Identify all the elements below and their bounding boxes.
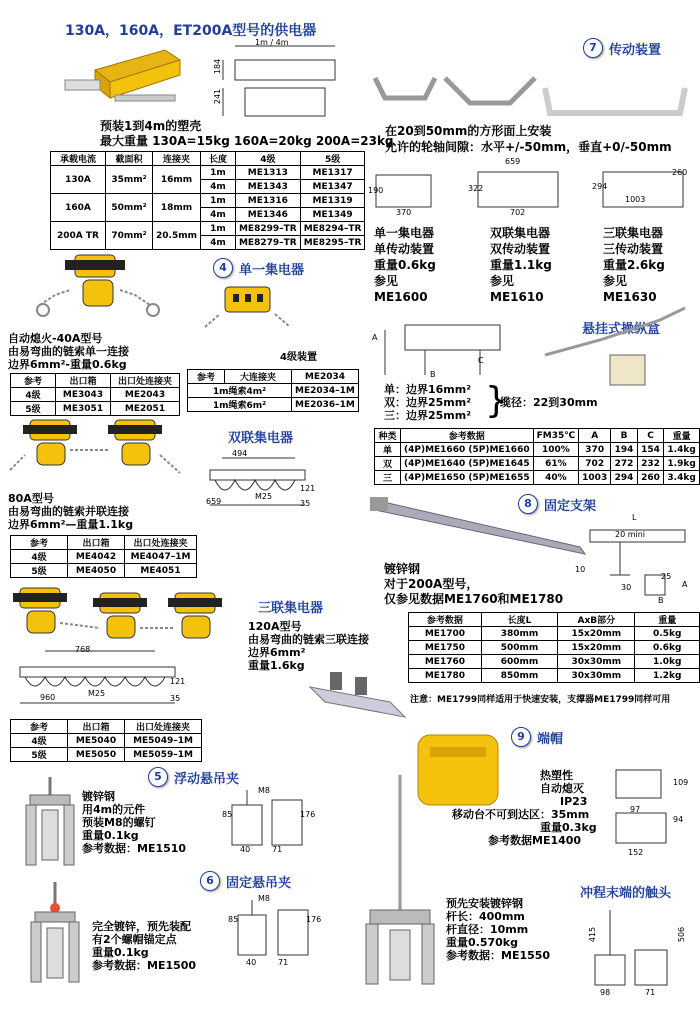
table-header: 承载电流 bbox=[51, 152, 106, 166]
drive-item-1-weight: 重量0.6kg bbox=[374, 258, 436, 272]
sec9-line-4: 移动台不可到达区：35mm bbox=[452, 808, 590, 821]
section-number: 6 bbox=[200, 871, 220, 891]
double-heading: 双联集电器 bbox=[228, 431, 294, 446]
connector-table bbox=[187, 369, 359, 412]
drive-item-2-code: ME1610 bbox=[490, 290, 544, 304]
dim: 71 bbox=[278, 958, 289, 967]
triple-table bbox=[10, 719, 202, 762]
table-header-row: 参考 大连接夹 ME2034 bbox=[188, 370, 359, 384]
border-double: 双：边界25mm² bbox=[384, 396, 472, 409]
single-table bbox=[10, 373, 180, 416]
single-line-1: 自动熄火-40A型号 bbox=[8, 332, 103, 345]
note-weight: 最大重量 130A=15kg 160A=20kg 200A=23kg bbox=[100, 134, 394, 148]
drive-drawings bbox=[368, 160, 690, 220]
table-header-row: 种类 参考数据 FM35℃ A B C 重量 bbox=[375, 429, 700, 443]
section-number: 4 bbox=[213, 258, 233, 278]
section-number: 5 bbox=[148, 767, 168, 787]
dim-B: B bbox=[430, 370, 436, 379]
table-row: 1m绳索4m² ME2034–1M bbox=[188, 384, 359, 398]
sec9-line-6: 参考数据ME1400 bbox=[488, 834, 582, 847]
sec6-line-3: 重量0.1kg bbox=[92, 946, 149, 959]
table-header: 5级 bbox=[300, 152, 365, 166]
section-title: 固定悬吊夹 bbox=[226, 875, 292, 891]
table-row: 4级 ME5040 ME5049–1M bbox=[11, 734, 202, 748]
sec5-line-2: 用4m的元件 bbox=[82, 803, 146, 816]
drive-item-1-type: 单传动装置 bbox=[374, 242, 435, 256]
dim-h1: 35 bbox=[170, 694, 181, 703]
single-line-3: 边界6mm²-重量0.6kg bbox=[8, 358, 127, 371]
end-line-4: 重量0.570kg bbox=[446, 936, 518, 949]
triple-line-3: 边界6mm² bbox=[248, 646, 306, 659]
double-line-3: 边界6mm²—重量1.1kg bbox=[8, 518, 134, 531]
dim-h2: 121 bbox=[170, 677, 186, 686]
drive-item-3-ref: 参见 bbox=[603, 274, 628, 288]
triple-drawing bbox=[15, 645, 185, 715]
dim-A: A bbox=[372, 333, 378, 342]
table-row: 5级 ME3051 ME2051 bbox=[11, 402, 180, 416]
table-row: 130A 35mm² 16mm 1m ME1313 ME1317 bbox=[51, 166, 365, 180]
table-header: 截面积 bbox=[106, 152, 153, 166]
dim-width-2: 960 bbox=[40, 693, 56, 702]
section-number: 7 bbox=[583, 38, 603, 58]
dim: 94 bbox=[673, 815, 684, 824]
section-title: 端帽 bbox=[537, 731, 564, 747]
section-number: 9 bbox=[511, 727, 531, 747]
end-stop-drawing bbox=[580, 905, 690, 1005]
dim: 97 bbox=[630, 805, 641, 814]
end-line-1: 预先安装镀锌钢 bbox=[446, 897, 523, 910]
sec9-line-1: 热塑性 bbox=[540, 769, 573, 782]
dim-width: 768 bbox=[75, 645, 91, 654]
end-line-2: 杆长：400mm bbox=[446, 910, 525, 923]
sec5-line-3: 预装M8的螺钉 bbox=[82, 816, 156, 829]
end-stop-heading: 冲程末端的触头 bbox=[580, 886, 672, 901]
table-row: 4m ME1343 ME1347 bbox=[51, 180, 365, 194]
floating-clamp-image bbox=[20, 775, 80, 870]
table-row: 4m ME8279–TR ME8295–TR bbox=[51, 236, 365, 250]
table-header-row bbox=[51, 152, 365, 166]
note-housing: 预装1到4m的塑壳 bbox=[100, 119, 202, 133]
end-stop-image bbox=[360, 770, 440, 1000]
dim-length: 1m / 4m bbox=[255, 38, 289, 47]
table-header: 连接夹 bbox=[153, 152, 201, 166]
dim: 176 bbox=[300, 810, 316, 819]
table-row: 4级 ME3043 ME2043 bbox=[11, 388, 180, 402]
table-header: 长度 bbox=[200, 152, 235, 166]
table-header-row: 参考 出口箱 出口处连接夹 bbox=[11, 536, 197, 550]
sec6-line-4: 参考数据：ME1500 bbox=[92, 959, 197, 972]
drive-item-2-type: 双传动装置 bbox=[490, 242, 551, 256]
dim: 415 bbox=[588, 926, 598, 943]
dim: 702 bbox=[510, 208, 526, 217]
dim: 71 bbox=[645, 988, 656, 997]
hanging-box-heading: 悬挂式操纵盒 bbox=[582, 322, 661, 337]
feeder-table bbox=[50, 151, 365, 250]
dim: 322 bbox=[468, 184, 484, 193]
fixed-clamp-drawing bbox=[230, 895, 320, 965]
double-table bbox=[10, 535, 197, 578]
dim: 10 bbox=[575, 565, 586, 574]
table-header-row: 参考 出口箱 出口处连接夹 bbox=[11, 374, 180, 388]
table-header: 4级 bbox=[235, 152, 300, 166]
triple-line-4: 重量1.6kg bbox=[248, 659, 305, 672]
table-row: 4m ME1346 ME1349 bbox=[51, 208, 365, 222]
dim-h1: 35 bbox=[300, 499, 311, 508]
floating-clamp-drawing bbox=[222, 785, 312, 855]
brace: } bbox=[485, 380, 508, 421]
dim: B bbox=[658, 596, 664, 605]
fixed-clamp-image bbox=[25, 880, 85, 990]
table-row: 双 (4P)ME1640 (5P)ME1645 61% 702 272 232 1.9kg bbox=[375, 457, 700, 471]
triple-line-2: 由易弯曲的链索三联连接 bbox=[248, 633, 369, 646]
section-title: 传动装置 bbox=[609, 42, 662, 58]
double-line-2: 由易弯曲的链索并联连接 bbox=[8, 505, 129, 518]
dim: 1003 bbox=[625, 195, 646, 204]
dim: 40 bbox=[246, 958, 257, 967]
dim: 109 bbox=[673, 778, 689, 787]
busbar-drawing bbox=[215, 38, 345, 123]
triple-bracket-image bbox=[300, 662, 410, 732]
drive-item-2-name: 双联集电器 bbox=[490, 226, 551, 240]
sec9-line-2: 自动熄灭 bbox=[540, 782, 584, 795]
table-row: 单 (4P)ME1660 (5P)ME1660 100% 370 194 154 1.4kg bbox=[375, 443, 700, 457]
section-number: 8 bbox=[518, 494, 538, 514]
section-title: 固定支架 bbox=[544, 498, 597, 514]
drive-item-1-code: ME1600 bbox=[374, 290, 428, 304]
dim: 176 bbox=[306, 915, 322, 924]
section-9-heading bbox=[511, 727, 563, 747]
drive-item-1-ref: 参见 bbox=[374, 274, 399, 288]
table-row: 5级 ME4050 ME4051 bbox=[11, 564, 197, 578]
drive-item-1-name: 单一集电器 bbox=[374, 226, 435, 240]
bracket-table bbox=[408, 612, 700, 683]
sec9-line-3: IP23 bbox=[560, 795, 588, 808]
bracket-line-3: 仅参见数据ME1760和ME1780 bbox=[384, 592, 564, 606]
dim-C: C bbox=[478, 356, 484, 365]
section-5-heading bbox=[148, 767, 239, 787]
border-single: 单：边界16mm² bbox=[384, 383, 472, 396]
dim: 71 bbox=[272, 845, 283, 854]
device-label: 4级装置 bbox=[280, 352, 317, 363]
dim: 659 bbox=[505, 157, 521, 166]
table-header-row: 参考 出口箱 出口处连接夹 bbox=[11, 720, 202, 734]
dim-h2: 121 bbox=[300, 484, 316, 493]
dim: 20 mini bbox=[615, 530, 646, 539]
dim-width-2: 659 bbox=[206, 497, 222, 506]
busbar-image bbox=[55, 40, 185, 120]
four-pole-device-image bbox=[195, 282, 305, 347]
dim: 506 bbox=[677, 926, 687, 943]
dim: 85 bbox=[222, 810, 233, 819]
hanging-box-drawing bbox=[375, 320, 510, 380]
sec6-line-1: 完全镀锌，预先装配 bbox=[92, 920, 191, 933]
dim: M8 bbox=[258, 894, 270, 903]
dim: M8 bbox=[258, 786, 270, 795]
dim: 370 bbox=[396, 208, 412, 217]
table-row: 5级 ME5050 ME5059–1M bbox=[11, 748, 202, 762]
dim: 152 bbox=[628, 848, 644, 857]
sec5-line-5: 参考数据：ME1510 bbox=[82, 842, 187, 855]
bracket-note: 注意：ME1799同样适用于快速安装，支撑器ME1799同样可用 bbox=[410, 695, 671, 705]
section-title: 浮动悬吊夹 bbox=[174, 771, 240, 787]
dim-width: 494 bbox=[232, 449, 248, 458]
dim: 30 bbox=[621, 583, 632, 592]
dim-m: M25 bbox=[88, 689, 106, 698]
table-row: ME1780 850mm 30x30mm 1.2kg bbox=[409, 669, 700, 683]
bracket-line-2: 对于200A型号， bbox=[384, 577, 479, 591]
bracket-drawing bbox=[575, 515, 690, 600]
section-title: 单一集电器 bbox=[239, 262, 305, 278]
dim: 85 bbox=[228, 915, 239, 924]
sec6-line-2: 有2个螺帽锚定点 bbox=[92, 933, 177, 946]
drive-item-3-name: 三联集电器 bbox=[603, 226, 664, 240]
drive-bars-image bbox=[370, 58, 690, 123]
dim: 25 bbox=[661, 572, 672, 581]
cable-diameter: 缆径：22到30mm bbox=[500, 396, 598, 409]
table-row: 1m绳索6m² ME2036–1M bbox=[188, 398, 359, 412]
table-header-row: 参考数据 长度L AxB部分 重量 bbox=[409, 613, 700, 627]
drive-line-1: 在20到50mm的方形面上安装 bbox=[385, 124, 552, 138]
table-row: 200A TR 70mm² 20.5mm 1m ME8299–TR ME8294–TR bbox=[51, 222, 365, 236]
dim-m: M25 bbox=[255, 492, 273, 501]
bracket-image bbox=[370, 492, 590, 557]
drive-table bbox=[374, 428, 700, 485]
dim: 190 bbox=[368, 186, 384, 195]
dim: A bbox=[682, 580, 688, 589]
page-title: 130A，160A，ET200A型号的供电器 bbox=[65, 23, 317, 39]
single-collector-image bbox=[35, 250, 165, 330]
end-line-3: 杆直径：10mm bbox=[446, 923, 529, 936]
end-line-5: 参考数据：ME1550 bbox=[446, 949, 551, 962]
drive-item-2-weight: 重量1.1kg bbox=[490, 258, 552, 272]
drive-item-3-type: 三传动装置 bbox=[603, 242, 664, 256]
sec5-line-4: 重量0.1kg bbox=[82, 829, 139, 842]
drive-item-2-ref: 参见 bbox=[490, 274, 515, 288]
table-row: ME1700 380mm 15x20mm 0.5kg bbox=[409, 627, 700, 641]
drive-item-3-weight: 重量2.6kg bbox=[603, 258, 665, 272]
drive-line-2: 允许的轮轴间隙：水平+/-50mm，垂直+0/-50mm bbox=[385, 140, 672, 154]
section-6-heading bbox=[200, 871, 291, 891]
triple-line-1: 120A型号 bbox=[248, 620, 302, 633]
sec5-line-1: 镀锌钢 bbox=[82, 790, 115, 803]
dim: 40 bbox=[240, 845, 251, 854]
section-7-heading bbox=[583, 38, 661, 58]
table-row: ME1750 500mm 15x20mm 0.6kg bbox=[409, 641, 700, 655]
triple-heading: 三联集电器 bbox=[258, 601, 324, 616]
dim: L bbox=[632, 513, 637, 522]
border-triple: 三：边界25mm² bbox=[384, 409, 472, 422]
table-row: 160A 50mm² 18mm 1m ME1316 ME1319 bbox=[51, 194, 365, 208]
sec9-line-5: 重量0.3kg bbox=[540, 821, 597, 834]
dim: 98 bbox=[600, 988, 611, 997]
hanging-box-image bbox=[540, 300, 690, 390]
section-4-heading bbox=[213, 258, 304, 278]
table-row: ME1760 600mm 30x30mm 1.0kg bbox=[409, 655, 700, 669]
drive-item-3-code: ME1630 bbox=[603, 290, 657, 304]
table-row: 4级 ME4042 ME4047–1M bbox=[11, 550, 197, 564]
double-line-1: 80A型号 bbox=[8, 492, 54, 505]
double-collector-image bbox=[5, 415, 195, 490]
dim-height: 184 bbox=[213, 58, 223, 75]
dim: 260 bbox=[672, 168, 688, 177]
dim-height-2: 241 bbox=[213, 88, 223, 105]
dim: 294 bbox=[592, 182, 608, 191]
bracket-line-1: 镀锌钢 bbox=[384, 562, 421, 576]
table-row: 三 (4P)ME1650 (5P)ME1655 40% 1003 294 260 3.4kg bbox=[375, 471, 700, 485]
single-line-2: 由易弯曲的链索单一连接 bbox=[8, 345, 129, 358]
